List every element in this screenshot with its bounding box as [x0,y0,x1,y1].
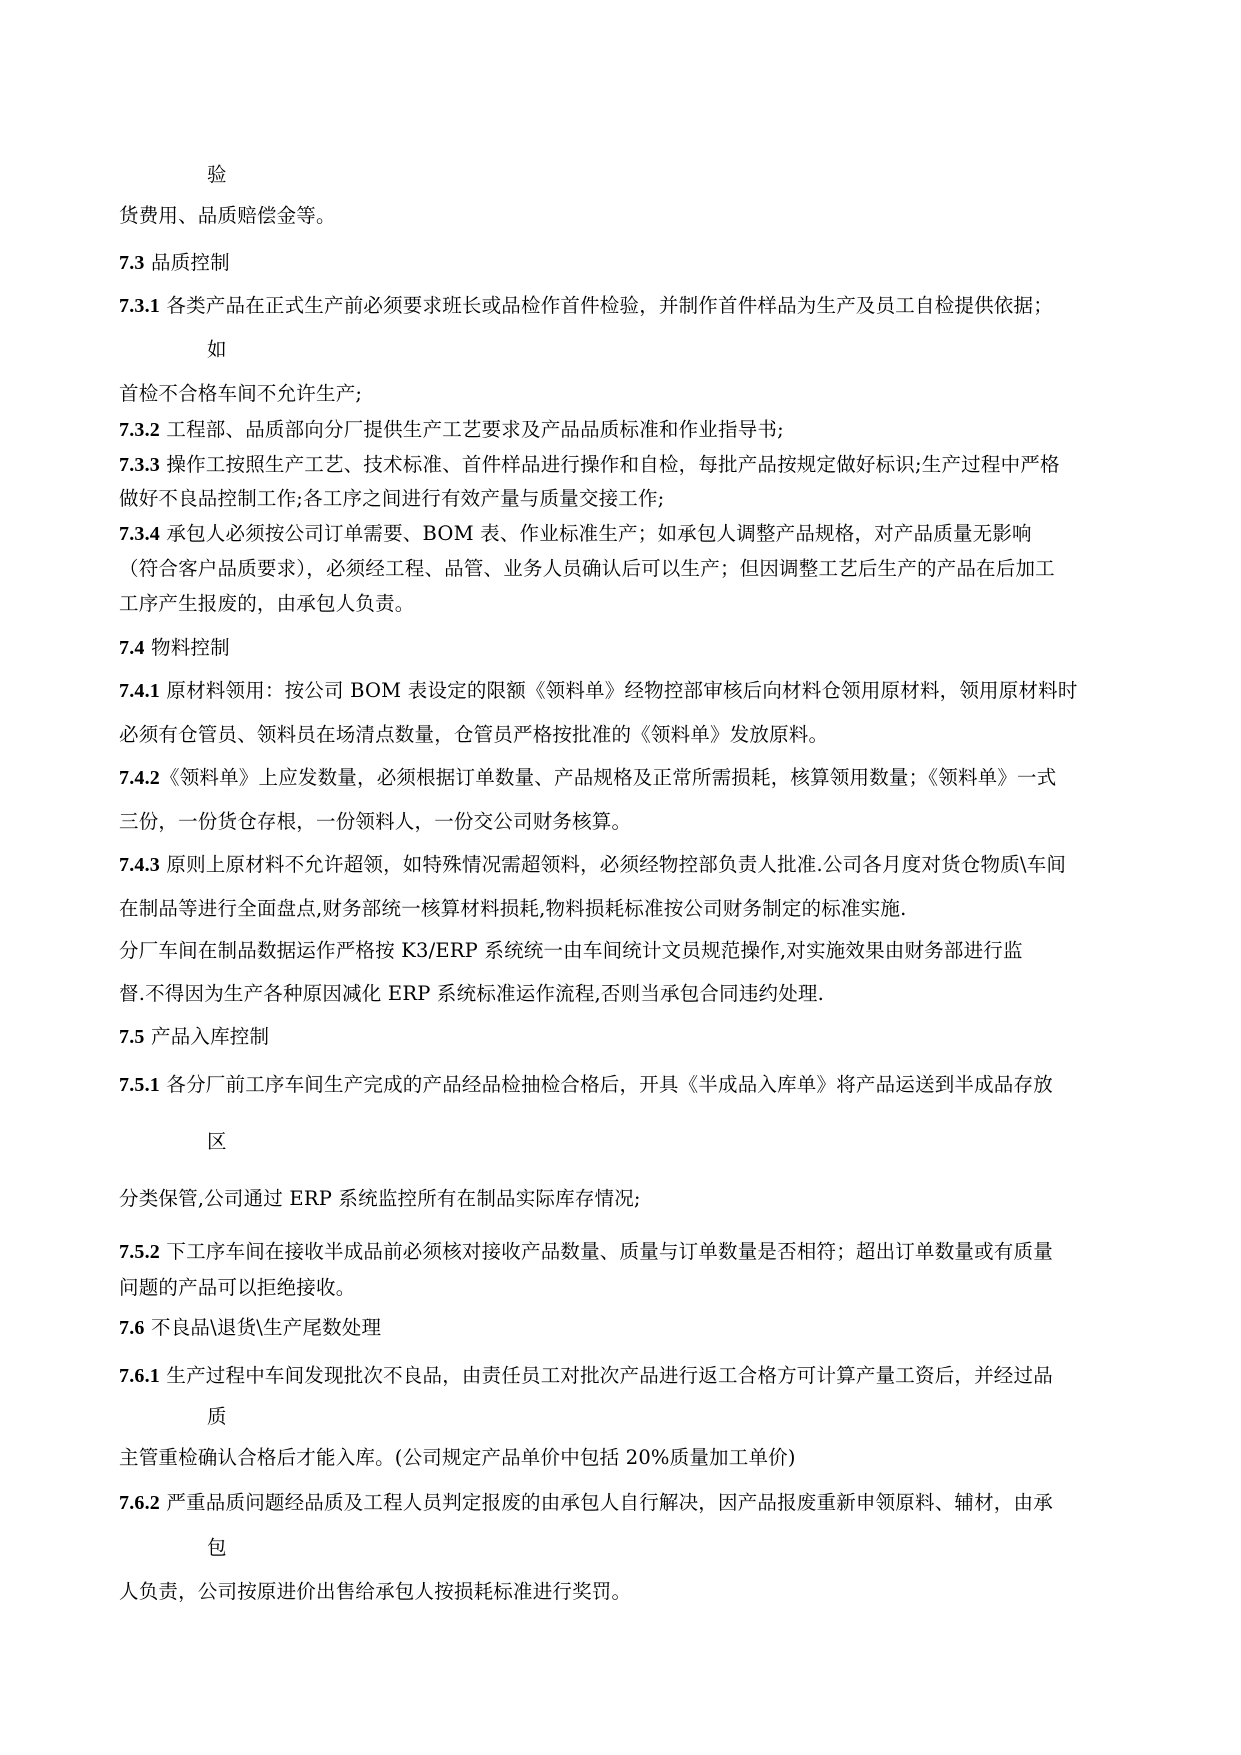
clause-line: 7.4.3 原则上原材料不允许超领，如特殊情况需超领料，必须经物控部负责人批准.公司各月度对货仓物质\车间 [119,853,1067,876]
clause-line: 7.3.3 操作工按照生产工艺、技术标准、首件样品进行操作和自检，每批产品按规定做好标识;生产过程中严格 [119,453,1060,476]
text-line: 人负责，公司按原进价出售给承包人按损耗标准进行奖罚。 [119,1580,632,1603]
clause-line: 7.6.1 生产过程中车间发现批次不良品，由责任员工对批次产品进行返工合格方可计算产量工资后，并经过品 [119,1364,1053,1387]
text-line: 督.不得因为生产各种原因减化 ERP 系统标准运作流程,否则当承包合同违约处理. [119,982,825,1005]
clause-line: 7.3.1 各类产品在正式生产前必须要求班长或品检作首件检验，并制作首件样品为生产及员工自检提供依据； [119,294,1053,317]
text-line: 分类保管,公司通过 ERP 系统监控所有在制品实际库存情况; [119,1187,641,1210]
clause-line: 7.4.2《领料单》上应发数量，必须根据订单数量、产品规格及正常所需损耗，核算领用数量；《领料单》一式 [119,766,1057,789]
clause-line: 7.4.1 原材料领用：按公司 BOM 表设定的限额《领料单》经物控部审核后向材料仓领用原材料，领用原材料时 [119,679,1078,702]
clause-line: 7.5.1 各分厂前工序车间生产完成的产品经品检抽检合格后，开具《半成品入库单》将产品运送到半成品存放 [119,1073,1053,1096]
text-line: 主管重检确认合格后才能入库。(公司规定产品单价中包括 20%质量加工单价) [119,1446,796,1469]
text-line: 区 [207,1130,227,1153]
text-line: 货费用、品质赔偿金等。 [119,204,336,227]
clause-line: 7.5.2 下工序车间在接收半成品前必须核对接收产品数量、质量与订单数量是否相符；超出订单数量或有质量 [119,1240,1053,1263]
text-line: 首检不合格车间不允许生产; [119,382,363,405]
text-line: 在制品等进行全面盘点,财务部统一核算材料损耗,物料损耗标准按公司财务制定的标准实施. [119,897,907,920]
text-line: 质 [207,1405,227,1428]
clause-line: 7.6.2 严重品质问题经品质及工程人员判定报废的由承包人自行解决，因产品报废重新申领原料、辅材，由承 [119,1491,1053,1514]
text-line: 三份，一份货仓存根，一份领料人，一份交公司财务核算。 [119,810,632,833]
section-heading: 7.6 不良品\退货\生产尾数处理 [119,1316,382,1339]
text-line: 做好不良品控制工作;各工序之间进行有效产量与质量交接工作; [119,487,665,510]
text-line: 问题的产品可以拒绝接收。 [119,1276,356,1299]
section-heading: 7.5 产品入库控制 [119,1025,270,1048]
text-line: 如 [207,338,227,361]
clause-line: 7.3.2 工程部、品质部向分厂提供生产工艺要求及产品品质标准和作业指导书; [119,418,784,441]
text-line: （符合客户品质要求），必须经工程、品管、业务人员确认后可以生产；但因调整工艺后生产的产品在后加工 [119,557,1055,580]
text-line: 包 [207,1536,227,1559]
text-line: 必须有仓管员、领料员在场清点数量，仓管员严格按批准的《领料单》发放原料。 [119,723,829,746]
text-line: 工序产生报废的，由承包人负责。 [119,592,415,615]
section-heading: 7.4 物料控制 [119,636,230,659]
clause-line: 7.3.4 承包人必须按公司订单需要、BOM 表、作业标准生产；如承包人调整产品规格，对产品质量无影响 [119,522,1032,545]
text-line: 验 [207,163,227,186]
text-line: 分厂车间在制品数据运作严格按 K3/ERP 系统统一由车间统计文员规范操作,对实施效果由财务部进行监 [119,939,1023,962]
section-heading: 7.3 品质控制 [119,251,230,274]
